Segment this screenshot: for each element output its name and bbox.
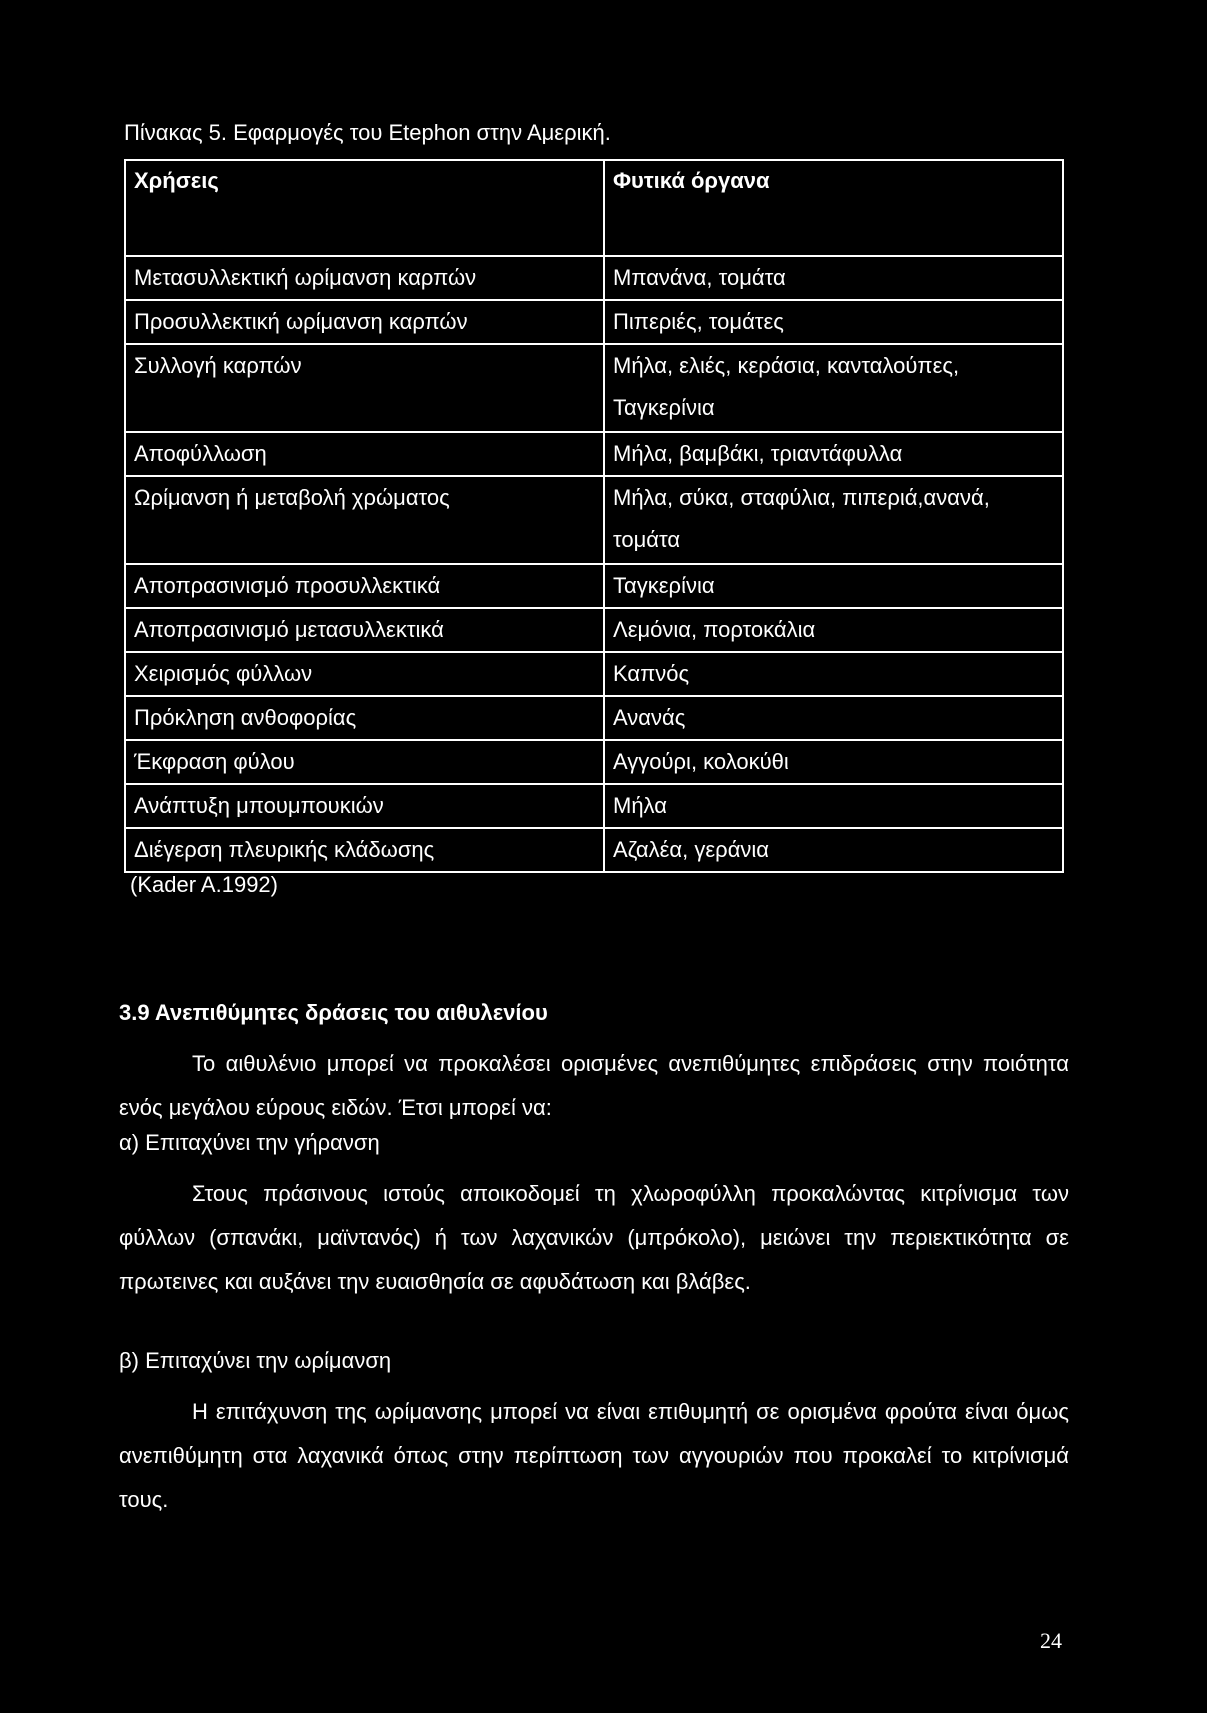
table-header-row	[125, 160, 1063, 256]
organ-cell: Μπανάνα, τομάτα	[604, 256, 1063, 300]
table-row	[125, 476, 1063, 564]
use-cell: Μετασυλλεκτική ωρίμανση καρπών	[125, 256, 604, 300]
table-row	[125, 300, 1063, 344]
table-caption: Πίνακας 5. Εφαρμογές του Etephon στην Αμερική.	[124, 120, 611, 145]
organ-cell: Ανανάς	[604, 696, 1063, 740]
table-row	[125, 652, 1063, 696]
use-cell: Προσυλλεκτική ωρίμανση καρπών	[125, 300, 604, 344]
use-cell: Διέγερση πλευρικής κλάδωσης	[125, 828, 604, 872]
use-cell: Ανάπτυξη μπουμπουκιών	[125, 784, 604, 828]
item-b-heading: β) Επιταχύνει την ωρίμανση	[119, 1348, 392, 1373]
intro-paragraph: Το αιθυλένιο μπορεί να προκαλέσει ορισμένες ανεπιθύμητες επιδράσεις στην ποιότητα ενός μεγάλου εύρους ειδών. Έτσι μπορεί να:	[119, 1051, 1069, 1120]
organ-cell: Λεμόνια, πορτοκάλια	[604, 608, 1063, 652]
organ-cell: Μήλα	[604, 784, 1063, 828]
organ-cell: Πιπεριές, τομάτες	[604, 300, 1063, 344]
table-row	[125, 828, 1063, 872]
table-row	[125, 256, 1063, 300]
use-cell: Πρόκληση ανθοφορίας	[125, 696, 604, 740]
use-cell: Αποπρασινισμό μετασυλλεκτικά	[125, 608, 604, 652]
organ-cell: Μήλα, ελιές, κεράσια, κανταλούπες, Ταγκερίνια	[604, 344, 1063, 432]
header-plant-organs: Φυτικά όργανα	[604, 160, 1063, 256]
use-cell: Ωρίμανση ή μεταβολή χρώματος	[125, 476, 604, 564]
table-row	[125, 564, 1063, 608]
organ-cell: Καπνός	[604, 652, 1063, 696]
organ-cell: Ταγκερίνια	[604, 564, 1063, 608]
item-a-heading: α) Επιταχύνει την γήρανση	[119, 1130, 380, 1155]
page-number: 24	[1040, 1628, 1062, 1653]
use-cell: Χειρισμός φύλλων	[125, 652, 604, 696]
use-cell: Αποφύλλωση	[125, 432, 604, 476]
table-row	[125, 608, 1063, 652]
organ-cell: Μήλα, σύκα, σταφύλια, πιπεριά,ανανά, τομάτα	[604, 476, 1063, 564]
item-b-paragraph: Η επιτάχυνση της ωρίμανσης μπορεί να είναι επιθυμητή σε ορισμένα φρούτα είναι όμως ανεπιθύμητη στα λαχανικά όπως στην περίπτωση των αγγουριών που προκαλεί το κιτρίνισμά τους.	[119, 1399, 1069, 1512]
section-title: 3.9 Ανεπιθύμητες δράσεις του αιθυλενίου	[119, 1000, 548, 1025]
organ-cell: Μήλα, βαμβάκι, τριαντάφυλλα	[604, 432, 1063, 476]
applications-table	[124, 159, 1064, 873]
table-row	[125, 344, 1063, 432]
use-cell: Συλλογή καρπών	[125, 344, 604, 432]
table-row	[125, 784, 1063, 828]
table-row	[125, 696, 1063, 740]
table-row	[125, 740, 1063, 784]
organ-cell: Αγγούρι, κολοκύθι	[604, 740, 1063, 784]
header-uses: Χρήσεις	[125, 160, 604, 256]
organ-cell: Αζαλέα, γεράνια	[604, 828, 1063, 872]
table-row	[125, 432, 1063, 476]
use-cell: Αποπρασινισμό προσυλλεκτικά	[125, 564, 604, 608]
table-source: (Kader A.1992)	[130, 872, 278, 897]
use-cell: Έκφραση φύλου	[125, 740, 604, 784]
item-a-paragraph: Στους πράσινους ιστούς αποικοδομεί τη χλωροφύλλη προκαλώντας κιτρίνισμα των φύλλων (σπανάκι, μαϊντανός) ή των λαχανικών (μπρόκολο), μειώνει την περιεκτικότητα σε πρωτεινες και αυξάνει την ευαισθησία σε αφυδάτωση και βλάβες.	[119, 1181, 1069, 1294]
